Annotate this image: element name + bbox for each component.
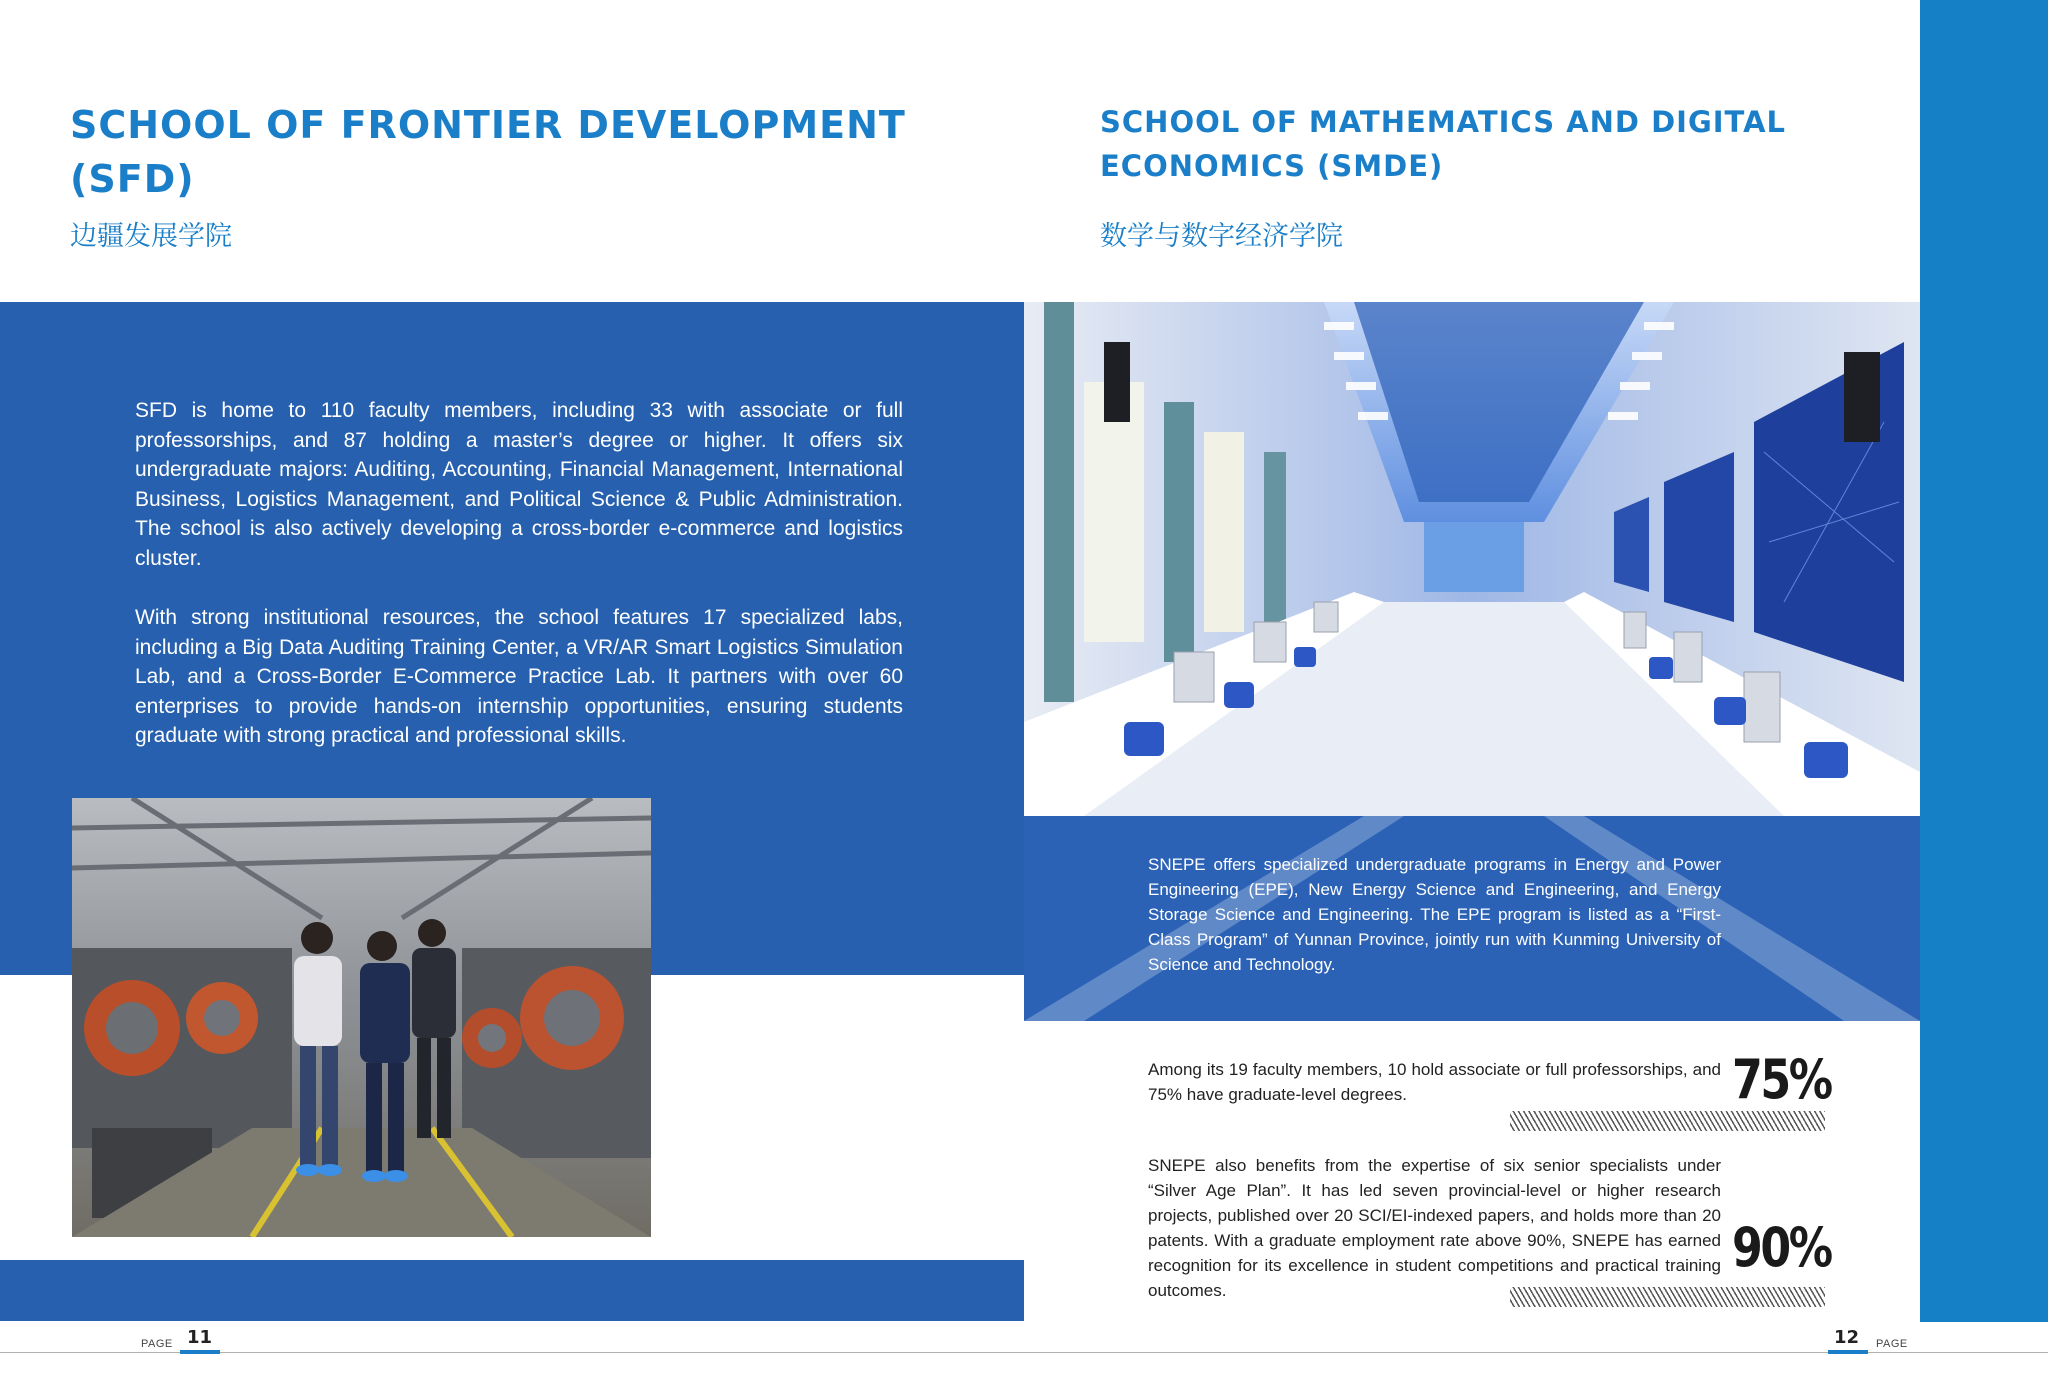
employment-stat-value: 90% — [1732, 1216, 1831, 1279]
sfd-paragraph-1: SFD is home to 110 faculty members, including 33 with associate or full professorships, and 87 holding a master’s degree or higher. It offers six undergraduate majors: Auditing, Accounting, Financial Management, International Business, Logistics Management, and Political Science & Public Administration. The school is also actively developing a cross-border e-commerce and logistics cluster. — [135, 399, 903, 570]
right-edge-stripe — [1920, 0, 2048, 1322]
faculty-stat-text: Among its 19 faculty members, 10 hold associate or full professorships, and 75% have graduate-level degrees. — [1148, 1060, 1721, 1104]
footer-divider — [0, 1352, 2048, 1353]
hatch-divider-2 — [1510, 1287, 1825, 1307]
employment-stat-text: SNEPE also benefits from the expertise of six senior specialists under “Silver Age Plan”. It has led seven provincial-level or higher research projects, published over 20 SCI/EI-indexed papers, and holds more than 20 patents. With a graduate employment rate above 90%, SNEPE has earned recognition for its excellence in student competitions and practical training outcomes. — [1148, 1156, 1721, 1300]
sfd-paragraph-2: With strong institutional resources, the school features 17 specialized labs, including a Big Data Auditing Training Center, a VR/AR Smart Logistics Simulation Lab, and a Cross-Border E-Commerce Practice Lab. It partners with over 60 enterprises to provide hands-on internship opportunities, ensuring students graduate with strong practical and professional skills. — [135, 606, 903, 747]
factory-visit-photo — [72, 798, 651, 1237]
page-number-left: 11 — [187, 1327, 213, 1348]
hatch-divider-1 — [1510, 1111, 1825, 1131]
sfd-bottom-band — [0, 1260, 1024, 1321]
sfd-description — [135, 396, 903, 781]
faculty-stat-value: 75% — [1732, 1048, 1831, 1111]
page-label-right: PAGE — [1876, 1338, 1908, 1350]
computer-lab-photo — [1024, 302, 1920, 816]
smde-program-description: SNEPE offers specialized undergraduate programs in Energy and Power Engineering (EPE), New Energy Science and Engineering, and Energy Storage Science and Engineering. The EPE program is listed as a “First-Class Program” of Yunnan Province, jointly run with Kunming University of Science and Technology. — [1148, 855, 1721, 974]
smde-title: SCHOOL OF MATHEMATICS AND DIGITAL ECONOMICS (SMDE) — [1100, 105, 1787, 183]
sfd-title: SCHOOL OF FRONTIER DEVELOPMENT (SFD) — [70, 103, 906, 201]
page-indicator-right — [1828, 1350, 1868, 1354]
page-number-right: 12 — [1834, 1327, 1860, 1348]
page-indicator-left — [180, 1350, 220, 1354]
sfd-title-chinese: 边疆发展学院 — [70, 221, 232, 252]
page-label-left: PAGE — [141, 1338, 173, 1350]
smde-title-chinese: 数学与数字经济学院 — [1100, 221, 1343, 252]
